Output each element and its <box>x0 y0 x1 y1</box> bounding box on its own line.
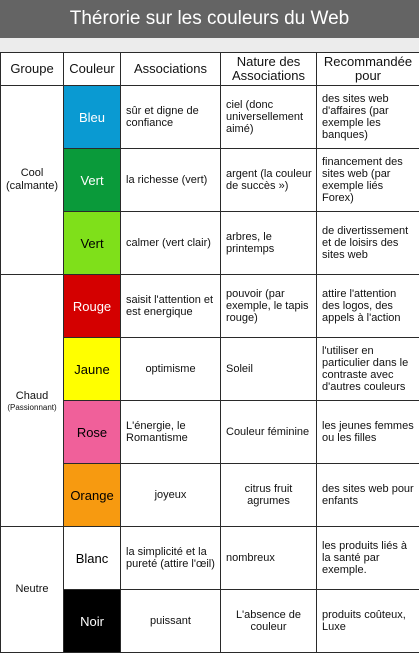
cell-recommandee: financement des sites web (par exemple liés Forex) <box>317 149 419 212</box>
title-underbar <box>0 38 419 52</box>
cell-nature: arbres, le printemps <box>221 212 317 275</box>
cell-associations: sûr et digne de confiance <box>121 86 221 149</box>
header-groupe: Groupe <box>1 53 64 86</box>
cell-recommandee: de divertissement et de loisirs des sites web <box>317 212 419 275</box>
cell-recommandee: des sites web d'affaires (par exemple les banques) <box>317 86 419 149</box>
cell-associations: la simplicité et la pureté (attire l'œil) <box>121 527 221 590</box>
cell-associations: joyeux <box>121 464 221 527</box>
color-swatch-orange: Orange <box>64 464 121 527</box>
table-row <box>1 338 419 401</box>
cell-nature: nombreux <box>221 527 317 590</box>
cell-associations: calmer (vert clair) <box>121 212 221 275</box>
cell-associations: puissant <box>121 590 221 653</box>
table-row <box>1 212 419 275</box>
cell-recommandee: produits coûteux, Luxe <box>317 590 419 653</box>
cell-recommandee: l'utiliser en particulier dans le contraste avec d'autres couleurs <box>317 338 419 401</box>
cell-nature: L'absence de couleur <box>221 590 317 653</box>
cell-recommandee: des sites web pour enfants <box>317 464 419 527</box>
group-neutre <box>1 527 64 653</box>
cell-associations: L'énergie, le Romantisme <box>121 401 221 464</box>
header-row <box>1 53 419 86</box>
cell-nature: ciel (donc universellement aimé) <box>221 86 317 149</box>
cell-recommandee: les jeunes femmes ou les filles <box>317 401 419 464</box>
color-swatch-rouge: Rouge <box>64 275 121 338</box>
cell-nature: Soleil <box>221 338 317 401</box>
color-swatch-noir: Noir <box>64 590 121 653</box>
table-row <box>1 149 419 212</box>
cell-nature: argent (la couleur de succès ») <box>221 149 317 212</box>
color-swatch-vert-clair: Vert <box>64 212 121 275</box>
page-title: Thérorie sur les couleurs du Web <box>0 0 419 38</box>
cell-nature: pouvoir (par exemple, le tapis rouge) <box>221 275 317 338</box>
cell-recommandee: les produits liés à la santé par exemple. <box>317 527 419 590</box>
color-swatch-blanc: Blanc <box>64 527 121 590</box>
group-cool <box>1 86 64 275</box>
header-associations: Associations <box>121 53 221 86</box>
color-swatch-vert: Vert <box>64 149 121 212</box>
table-row <box>1 401 419 464</box>
header-recommandee: Recommandée pour <box>317 53 419 86</box>
cell-recommandee: attire l'attention des logos, des appels à l'action <box>317 275 419 338</box>
header-couleur: Couleur <box>64 53 121 86</box>
table-row <box>1 275 419 338</box>
group-chaud-label: Chaud <box>15 389 49 402</box>
table-row <box>1 464 419 527</box>
cell-associations: optimisme <box>121 338 221 401</box>
group-cool-label: Cool <box>20 167 44 179</box>
group-neutre-label: Neutre <box>15 583 49 595</box>
group-chaud-sublabel: (Passionnant) <box>7 402 57 412</box>
cell-nature: citrus fruit agrumes <box>221 464 317 527</box>
table-row <box>1 86 419 149</box>
cell-associations: la richesse (vert) <box>121 149 221 212</box>
group-chaud <box>1 275 64 527</box>
group-cool-sublabel: (calmante) <box>6 180 58 192</box>
header-nature: Nature des Associations <box>221 53 317 86</box>
table-row <box>1 590 419 653</box>
color-swatch-rose: Rose <box>64 401 121 464</box>
table-row <box>1 527 419 590</box>
cell-associations: saisit l'attention et est energique <box>121 275 221 338</box>
color-theory-table <box>0 52 419 653</box>
color-swatch-jaune: Jaune <box>64 338 121 401</box>
cell-nature: Couleur féminine <box>221 401 317 464</box>
color-swatch-bleu: Bleu <box>64 86 121 149</box>
